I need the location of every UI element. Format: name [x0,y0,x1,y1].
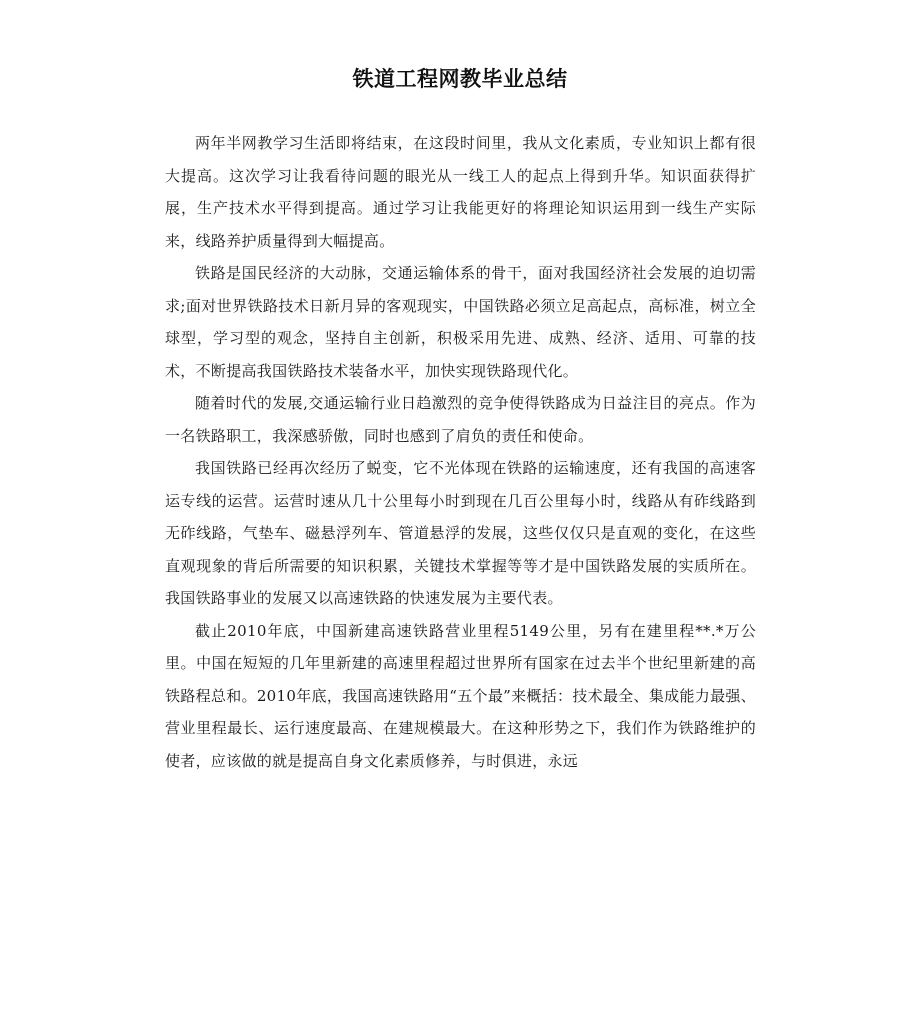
paragraph-5: 截止2010年底，中国新建高速铁路营业里程5149公里，另有在建里程**.*万公里。中国在短短的几年里新建的高速里程超过世界所有国家在过去半个世纪里新建的高铁路程总和。2010年底，我国高速铁路用“五个最”来概括：技术最全、集成能力最强、营业里程最长、运行速度最高、在建规模最大。在这种形势之下，我们作为铁路维护的使者，应该做的就是提高自身文化素质修养，与时俱进，永远 [165,621,756,770]
paragraph-3: 随着时代的发展,交通运输行业日趋激烈的竞争使得铁路成为日益注目的亮点。作为一名铁路职工，我深感骄傲，同时也感到了肩负的责任和使命。 [165,394,756,445]
paragraph-1: 两年半网教学习生活即将结束，在这段时间里，我从文化素质，专业知识上都有很大提高。这次学习让我看待问题的眼光从一线工人的起点上得到升华。知识面获得扩展，生产技术水平得到提高。通过学习让我能更好的将理论知识运用到一线生产实际来，线路养护质量得到大幅提高。 [165,134,756,250]
document-body [165,127,756,777]
document-title: 铁道工程网教毕业总结 [352,67,568,91]
paragraph-2: 铁路是国民经济的大动脉，交通运输体系的骨干，面对我国经济社会发展的迫切需求;面对世界铁路技术日新月异的客观现实，中国铁路必须立足高起点，高标准，树立全球型，学习型的观念，坚持自主创新，积极采用先进、成熟、经济、适用、可靠的技术，不断提高我国铁路技术装备水平，加快实现铁路现代化。 [165,264,756,380]
paragraph-4: 我国铁路已经再次经历了蜕变，它不光体现在铁路的运输速度，还有我国的高速客运专线的运营。运营时速从几十公里每小时到现在几百公里每小时，线路从有砟线路到无砟线路，气垫车、磁悬浮列车、管道悬浮的发展，这些仅仅只是直观的变化，在这些直观现象的背后所需要的知识积累，关键技术掌握等等才是中国铁路发展的实质所在。我国铁路事业的发展又以高速铁路的快速发展为主要代表。 [165,459,756,607]
